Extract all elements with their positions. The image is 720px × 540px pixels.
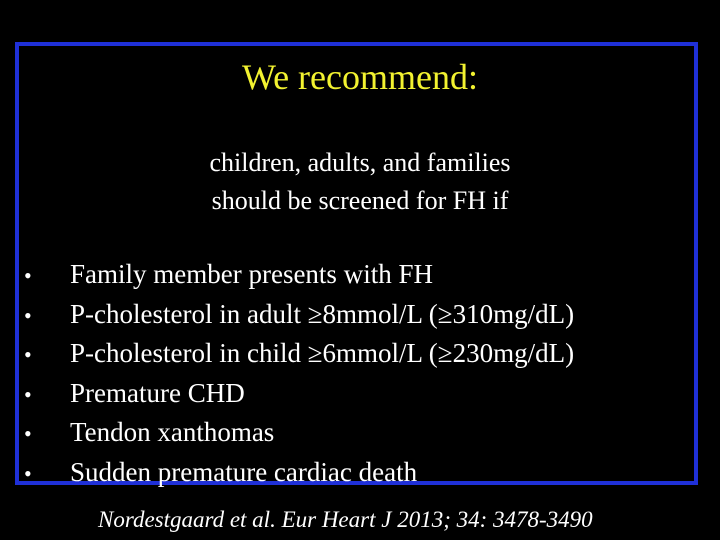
list-item: [24, 255, 704, 295]
list-item: [24, 334, 704, 374]
bullet-icon: •: [24, 342, 32, 367]
list-item-text: Sudden premature cardiac death: [70, 456, 418, 487]
criteria-list: [24, 255, 704, 492]
list-item-text: P-cholesterol in child ≥6mmol/L (≥230mg/dL): [70, 338, 575, 368]
list-item-text: Premature CHD: [70, 377, 245, 408]
bullet-icon: •: [24, 421, 32, 446]
bullet-icon: •: [24, 302, 32, 328]
bullet-icon: •: [24, 381, 32, 407]
bullet-icon: •: [24, 263, 32, 288]
list-item-text: Family member presents with FH: [70, 259, 433, 289]
bullet-icon: •: [24, 460, 32, 486]
list-item-text: Tendon xanthomas: [70, 417, 275, 447]
list-item: [24, 453, 704, 493]
list-item: [24, 374, 704, 414]
list-item: [24, 295, 704, 335]
citation: Nordestgaard et al. Eur Heart J 2013; 34: 3478-3490: [98, 507, 593, 532]
slide-title: We recommend:: [241, 57, 478, 97]
subtitle-line-1: children, adults, and families: [209, 148, 511, 177]
list-item-text: P-cholesterol in adult ≥8mmol/L (≥310mg/dL): [70, 298, 575, 329]
slide-subtitle: [0, 144, 720, 220]
list-item: [24, 413, 704, 453]
subtitle-line-2: should be screened for FH if: [211, 186, 509, 215]
